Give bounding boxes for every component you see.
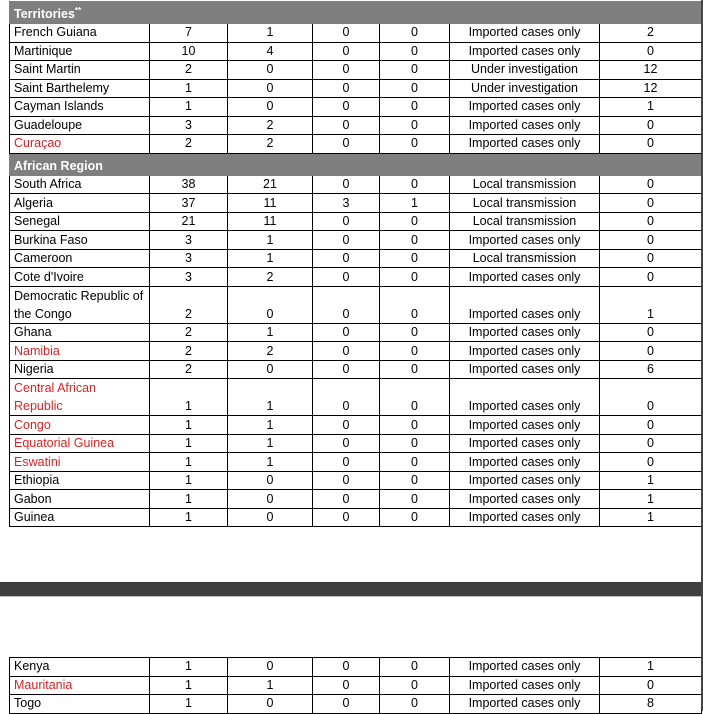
total-new-confirmed-cell: 1: [228, 453, 313, 472]
country-name: Curaçao: [10, 135, 150, 154]
transmission-classification-cell: Imported cases only: [450, 676, 600, 695]
days-since-last-case-cell: 1: [600, 490, 702, 509]
total-deaths-cell: 0: [313, 231, 380, 250]
transmission-classification-cell: Imported cases only: [450, 471, 600, 490]
total-new-deaths-cell: 0: [380, 453, 450, 472]
days-since-last-case-cell: 0: [600, 342, 702, 361]
section-header: [10, 2, 702, 24]
total-new-confirmed-cell: 2: [228, 135, 313, 154]
total-confirmed-cell: 38: [150, 175, 228, 194]
total-deaths-cell: 0: [313, 98, 380, 117]
table-row: [10, 508, 702, 527]
total-new-deaths-cell: 0: [380, 98, 450, 117]
table-row: [10, 231, 702, 250]
table-row: [10, 61, 702, 80]
table-row: [10, 658, 702, 677]
days-since-last-case-cell: 0: [600, 116, 702, 135]
total-new-confirmed-cell: 21: [228, 175, 313, 194]
country-name: Central African Republic: [10, 379, 150, 416]
total-confirmed-cell: 1: [150, 508, 228, 527]
total-new-deaths-cell: 0: [380, 342, 450, 361]
total-deaths-cell: 0: [313, 79, 380, 98]
cases-table: [9, 1, 702, 527]
transmission-classification-cell: Imported cases only: [450, 695, 600, 714]
days-since-last-case-cell: 0: [600, 135, 702, 154]
total-confirmed-cell: 21: [150, 212, 228, 231]
total-deaths-cell: 0: [313, 61, 380, 80]
country-name: Algeria: [10, 194, 150, 213]
total-new-deaths-cell: 0: [380, 695, 450, 714]
total-new-confirmed-cell: 0: [228, 490, 313, 509]
total-new-confirmed-cell: 0: [228, 658, 313, 677]
days-since-last-case-cell: 0: [600, 379, 702, 416]
total-new-deaths-cell: 0: [380, 42, 450, 61]
table-row: [10, 490, 702, 509]
total-confirmed-cell: 1: [150, 471, 228, 490]
table-row: [10, 360, 702, 379]
table-row: [10, 268, 702, 287]
section-title: [10, 2, 702, 24]
total-deaths-cell: 0: [313, 249, 380, 268]
total-new-deaths-cell: 0: [380, 286, 450, 323]
table-row: [10, 24, 702, 43]
transmission-classification-cell: Local transmission: [450, 212, 600, 231]
total-deaths-cell: 0: [313, 434, 380, 453]
country-name: French Guiana: [10, 24, 150, 43]
table-row: [10, 323, 702, 342]
days-since-last-case-cell: 0: [600, 231, 702, 250]
days-since-last-case-cell: 0: [600, 194, 702, 213]
table-row: [10, 79, 702, 98]
total-confirmed-cell: 1: [150, 98, 228, 117]
transmission-classification-cell: Local transmission: [450, 175, 600, 194]
country-name: Cameroon: [10, 249, 150, 268]
total-new-confirmed-cell: 0: [228, 471, 313, 490]
country-name: Cote d'Ivoire: [10, 268, 150, 287]
transmission-classification-cell: Imported cases only: [450, 286, 600, 323]
total-confirmed-cell: 3: [150, 249, 228, 268]
cases-table-continued: [9, 657, 702, 714]
country-name: Congo: [10, 416, 150, 435]
days-since-last-case-cell: 0: [600, 212, 702, 231]
total-confirmed-cell: 2: [150, 286, 228, 323]
table-row: [10, 98, 702, 117]
total-new-confirmed-cell: 0: [228, 98, 313, 117]
total-new-confirmed-cell: 1: [228, 323, 313, 342]
total-confirmed-cell: 1: [150, 695, 228, 714]
country-name: Mauritania: [10, 676, 150, 695]
transmission-classification-cell: Imported cases only: [450, 98, 600, 117]
transmission-classification-cell: Imported cases only: [450, 508, 600, 527]
transmission-classification-cell: Local transmission: [450, 194, 600, 213]
country-name: Guadeloupe: [10, 116, 150, 135]
days-since-last-case-cell: 12: [600, 61, 702, 80]
total-new-deaths-cell: 0: [380, 175, 450, 194]
total-new-confirmed-cell: 1: [228, 379, 313, 416]
total-new-confirmed-cell: 0: [228, 508, 313, 527]
days-since-last-case-cell: 2: [600, 24, 702, 43]
total-new-deaths-cell: 0: [380, 135, 450, 154]
transmission-classification-cell: Imported cases only: [450, 490, 600, 509]
total-new-deaths-cell: 0: [380, 231, 450, 250]
total-confirmed-cell: 1: [150, 416, 228, 435]
days-since-last-case-cell: 0: [600, 175, 702, 194]
total-confirmed-cell: 2: [150, 342, 228, 361]
section-header: [10, 153, 702, 175]
total-confirmed-cell: 2: [150, 360, 228, 379]
transmission-classification-cell: Imported cases only: [450, 135, 600, 154]
days-since-last-case-cell: 12: [600, 79, 702, 98]
total-deaths-cell: 0: [313, 508, 380, 527]
table-row: [10, 342, 702, 361]
total-new-confirmed-cell: 2: [228, 342, 313, 361]
total-deaths-cell: 0: [313, 268, 380, 287]
total-deaths-cell: 0: [313, 490, 380, 509]
total-confirmed-cell: 7: [150, 24, 228, 43]
country-name: Namibia: [10, 342, 150, 361]
total-deaths-cell: 0: [313, 24, 380, 43]
total-new-deaths-cell: 0: [380, 360, 450, 379]
total-deaths-cell: 0: [313, 379, 380, 416]
days-since-last-case-cell: 6: [600, 360, 702, 379]
days-since-last-case-cell: 0: [600, 434, 702, 453]
transmission-classification-cell: Imported cases only: [450, 360, 600, 379]
transmission-classification-cell: Under investigation: [450, 79, 600, 98]
total-new-confirmed-cell: 4: [228, 42, 313, 61]
country-name: Eswatini: [10, 453, 150, 472]
total-deaths-cell: 0: [313, 135, 380, 154]
total-new-deaths-cell: 0: [380, 24, 450, 43]
total-confirmed-cell: 37: [150, 194, 228, 213]
total-confirmed-cell: 1: [150, 79, 228, 98]
total-confirmed-cell: 2: [150, 61, 228, 80]
transmission-classification-cell: Imported cases only: [450, 42, 600, 61]
transmission-classification-cell: Imported cases only: [450, 416, 600, 435]
total-deaths-cell: 3: [313, 194, 380, 213]
country-name: Cayman Islands: [10, 98, 150, 117]
days-since-last-case-cell: 0: [600, 453, 702, 472]
section-title-text: Territories: [14, 7, 75, 22]
transmission-classification-cell: Imported cases only: [450, 434, 600, 453]
table-row: [10, 175, 702, 194]
total-deaths-cell: 0: [313, 175, 380, 194]
days-since-last-case-cell: 1: [600, 286, 702, 323]
country-name: Equatorial Guinea: [10, 434, 150, 453]
table-row: [10, 695, 702, 714]
table-row: [10, 676, 702, 695]
country-name: Nigeria: [10, 360, 150, 379]
table-row: [10, 453, 702, 472]
total-new-confirmed-cell: 1: [228, 434, 313, 453]
table-row: [10, 471, 702, 490]
total-deaths-cell: 0: [313, 342, 380, 361]
transmission-classification-cell: Imported cases only: [450, 268, 600, 287]
total-new-deaths-cell: 0: [380, 323, 450, 342]
total-confirmed-cell: 1: [150, 676, 228, 695]
table-row: [10, 116, 702, 135]
total-new-deaths-cell: 0: [380, 676, 450, 695]
total-new-confirmed-cell: 0: [228, 79, 313, 98]
total-deaths-cell: 0: [313, 286, 380, 323]
total-deaths-cell: 0: [313, 695, 380, 714]
total-new-deaths-cell: 0: [380, 434, 450, 453]
total-new-deaths-cell: 0: [380, 212, 450, 231]
table-row: [10, 416, 702, 435]
total-deaths-cell: 0: [313, 453, 380, 472]
total-new-confirmed-cell: 0: [228, 61, 313, 80]
days-since-last-case-cell: 0: [600, 42, 702, 61]
page-break-divider: [0, 596, 703, 597]
total-confirmed-cell: 3: [150, 231, 228, 250]
transmission-classification-cell: Imported cases only: [450, 231, 600, 250]
total-deaths-cell: 0: [313, 42, 380, 61]
transmission-classification-cell: Imported cases only: [450, 453, 600, 472]
total-deaths-cell: 0: [313, 116, 380, 135]
table-row: [10, 42, 702, 61]
page-break: [0, 582, 703, 596]
table-row: [10, 434, 702, 453]
country-name: Burkina Faso: [10, 231, 150, 250]
total-new-confirmed-cell: 2: [228, 268, 313, 287]
total-deaths-cell: 0: [313, 676, 380, 695]
total-deaths-cell: 0: [313, 323, 380, 342]
country-name: South Africa: [10, 175, 150, 194]
total-new-confirmed-cell: 1: [228, 249, 313, 268]
transmission-classification-cell: Imported cases only: [450, 24, 600, 43]
country-name: Saint Martin: [10, 61, 150, 80]
total-new-deaths-cell: 0: [380, 249, 450, 268]
total-new-deaths-cell: 0: [380, 116, 450, 135]
total-new-deaths-cell: 0: [380, 508, 450, 527]
days-since-last-case-cell: 0: [600, 268, 702, 287]
days-since-last-case-cell: 0: [600, 676, 702, 695]
total-new-deaths-cell: 0: [380, 268, 450, 287]
country-name: Senegal: [10, 212, 150, 231]
table-row: [10, 286, 702, 323]
total-new-deaths-cell: 0: [380, 379, 450, 416]
total-new-deaths-cell: 0: [380, 416, 450, 435]
total-deaths-cell: 0: [313, 360, 380, 379]
total-new-confirmed-cell: 1: [228, 676, 313, 695]
country-name: Togo: [10, 695, 150, 714]
table-row: [10, 135, 702, 154]
days-since-last-case-cell: 1: [600, 658, 702, 677]
total-confirmed-cell: 2: [150, 323, 228, 342]
table-row: [10, 379, 702, 416]
country-name: Guinea: [10, 508, 150, 527]
days-since-last-case-cell: 1: [600, 508, 702, 527]
total-deaths-cell: 0: [313, 471, 380, 490]
total-new-deaths-cell: 1: [380, 194, 450, 213]
total-confirmed-cell: 1: [150, 490, 228, 509]
table-row: [10, 194, 702, 213]
days-since-last-case-cell: 8: [600, 695, 702, 714]
total-deaths-cell: 0: [313, 658, 380, 677]
table-row: [10, 249, 702, 268]
total-deaths-cell: 0: [313, 416, 380, 435]
total-confirmed-cell: 1: [150, 658, 228, 677]
total-new-confirmed-cell: 1: [228, 231, 313, 250]
total-new-deaths-cell: 0: [380, 658, 450, 677]
total-confirmed-cell: 3: [150, 268, 228, 287]
days-since-last-case-cell: 0: [600, 249, 702, 268]
total-new-confirmed-cell: 11: [228, 212, 313, 231]
total-new-confirmed-cell: 1: [228, 416, 313, 435]
total-new-confirmed-cell: 0: [228, 360, 313, 379]
transmission-classification-cell: Imported cases only: [450, 342, 600, 361]
total-new-confirmed-cell: 0: [228, 286, 313, 323]
transmission-classification-cell: Imported cases only: [450, 658, 600, 677]
total-confirmed-cell: 3: [150, 116, 228, 135]
transmission-classification-cell: Imported cases only: [450, 116, 600, 135]
table-row: [10, 212, 702, 231]
days-since-last-case-cell: 0: [600, 323, 702, 342]
days-since-last-case-cell: 1: [600, 98, 702, 117]
days-since-last-case-cell: 0: [600, 416, 702, 435]
total-new-confirmed-cell: 11: [228, 194, 313, 213]
transmission-classification-cell: Under investigation: [450, 61, 600, 80]
section-title-footnote: **: [74, 6, 82, 15]
total-confirmed-cell: 1: [150, 379, 228, 416]
total-new-deaths-cell: 0: [380, 490, 450, 509]
country-name: Martinique: [10, 42, 150, 61]
total-new-confirmed-cell: 1: [228, 24, 313, 43]
transmission-classification-cell: Imported cases only: [450, 379, 600, 416]
country-name: Democratic Republic of the Congo: [10, 286, 150, 323]
total-new-deaths-cell: 0: [380, 471, 450, 490]
total-confirmed-cell: 1: [150, 453, 228, 472]
total-confirmed-cell: 1: [150, 434, 228, 453]
transmission-classification-cell: Local transmission: [450, 249, 600, 268]
section-title: [10, 153, 702, 175]
total-new-deaths-cell: 0: [380, 79, 450, 98]
days-since-last-case-cell: 1: [600, 471, 702, 490]
country-name: Ethiopia: [10, 471, 150, 490]
total-deaths-cell: 0: [313, 212, 380, 231]
section-title-text: African Region: [14, 158, 103, 173]
total-new-confirmed-cell: 2: [228, 116, 313, 135]
total-confirmed-cell: 10: [150, 42, 228, 61]
total-new-deaths-cell: 0: [380, 61, 450, 80]
total-new-confirmed-cell: 0: [228, 695, 313, 714]
total-confirmed-cell: 2: [150, 135, 228, 154]
country-name: Ghana: [10, 323, 150, 342]
transmission-classification-cell: Imported cases only: [450, 323, 600, 342]
country-name: Gabon: [10, 490, 150, 509]
country-name: Saint Barthelemy: [10, 79, 150, 98]
country-name: Kenya: [10, 658, 150, 677]
